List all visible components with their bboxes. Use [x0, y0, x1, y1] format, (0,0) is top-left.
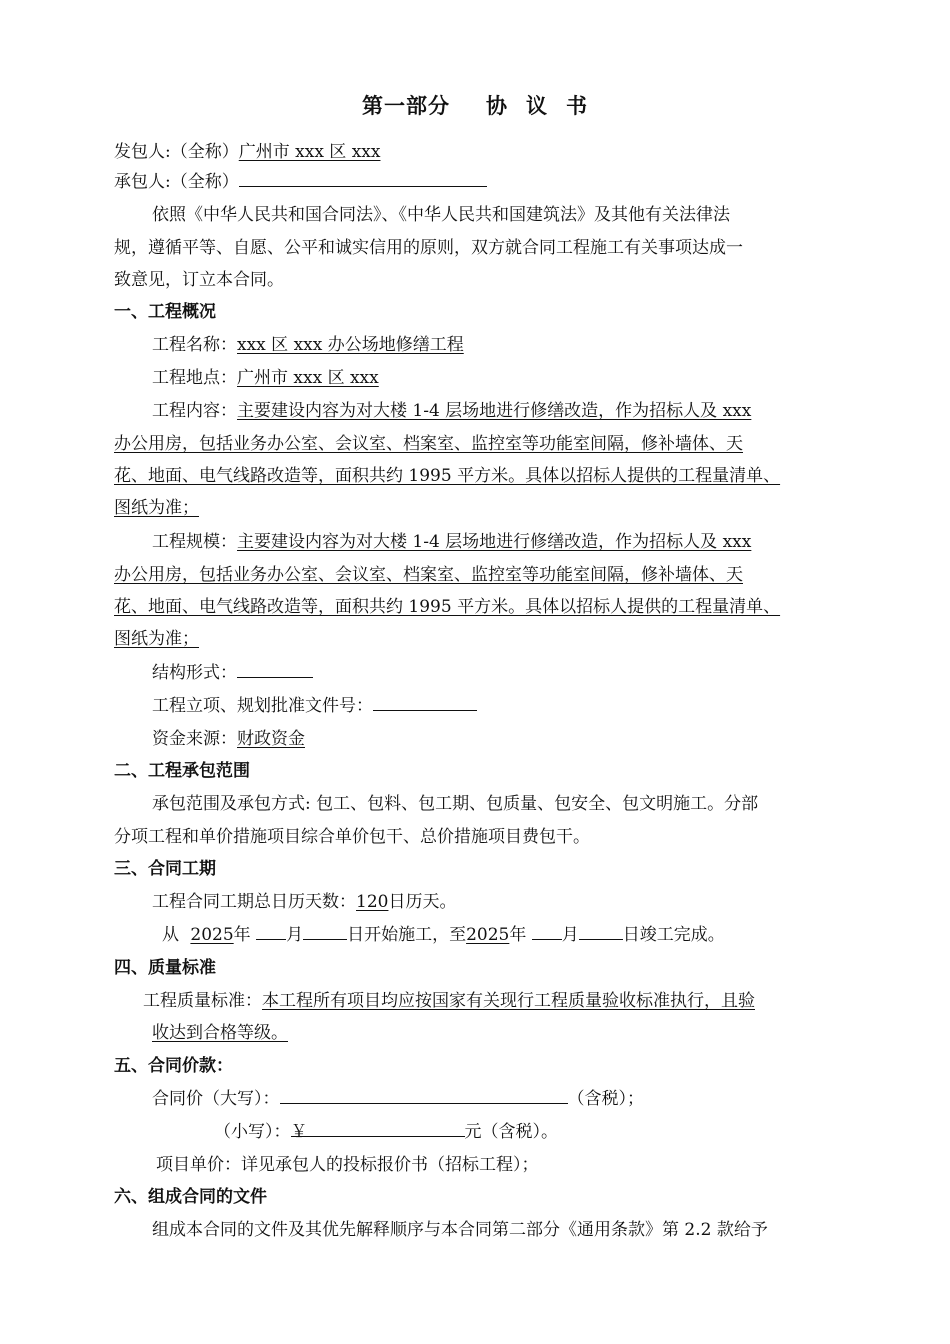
title-part: 第一部分: [362, 94, 450, 118]
currency-symbol: ￥: [290, 1122, 308, 1142]
unit-price-line: 项目单价：详见承包人的投标报价书（招标工程）；: [156, 1155, 539, 1175]
end-month-blank[interactable]: [532, 923, 562, 940]
funding-value: 财政资金: [237, 729, 305, 749]
project-scale-line-2: 办公用房，包括业务办公室、会议室、档案室、监控室等功能室间隔，修补墙体、天: [114, 565, 743, 585]
project-location-label: 工程地点：: [152, 368, 237, 388]
title-char-1: 协: [486, 94, 508, 118]
price-lower-label: （小写）：: [214, 1122, 291, 1142]
documents-line-1: 组成本合同的文件及其优先解释顺序与本合同第二部分《通用条款》第 2.2 款给予: [152, 1220, 768, 1240]
start-text: 日开始施工，至: [347, 925, 467, 945]
quality-line-2: 收达到合格等级。: [152, 1023, 288, 1043]
quality-text-1: 本工程所有项目均应按国家有关现行工程质量验收标准执行，且验: [262, 991, 755, 1011]
employer-line: [114, 140, 380, 164]
title-char-2: 议: [526, 94, 548, 118]
project-location-line: [152, 366, 379, 390]
preamble-line-3: 致意见，订立本合同。: [114, 270, 284, 290]
duration-suffix: 日历天。: [388, 892, 457, 912]
end-month-char: 月: [561, 925, 579, 945]
start-year-char: 年: [233, 925, 251, 945]
contractor-blank[interactable]: [239, 170, 487, 187]
project-content-line-1: [152, 399, 751, 423]
project-scale-line-1: [152, 530, 751, 554]
start-year: 2025: [190, 925, 234, 945]
preamble-line-2: 规，遵循平等、自愿、公平和诚实信用的原则，双方就合同工程施工有关事项达成一: [114, 238, 743, 258]
start-day-blank[interactable]: [303, 923, 347, 940]
quality-line-1: [143, 989, 755, 1013]
section-2-heading: 二、工程承包范围: [114, 761, 250, 781]
end-year-char: 年: [509, 925, 527, 945]
project-scale-line-3: 花、地面、电气线路改造等，面积共约 1995 平方米。具体以招标人提供的工程量清单、: [114, 597, 781, 617]
end-year: 2025: [466, 925, 510, 945]
approval-line: [152, 694, 477, 718]
project-location-value: 广州市 xxx 区 xxx: [237, 368, 379, 388]
project-content-line-4: 图纸为准；: [114, 498, 199, 518]
project-scale-text-1: 主要建设内容为对大楼 1-4 层场地进行修缮改造，作为招标人及 xxx: [237, 532, 752, 552]
project-name-line: [152, 333, 464, 357]
section-5-heading: 五、合同价款：: [114, 1056, 233, 1076]
employer-label: 发包人:（全称）: [114, 142, 239, 162]
quality-label: 工程质量标准：: [143, 991, 262, 1011]
project-scale-line-4: 图纸为准；: [114, 629, 199, 649]
section-1-heading: 一、工程概况: [114, 302, 216, 322]
start-month-char: 月: [286, 925, 304, 945]
price-lower-suffix: 元（含税）。: [464, 1122, 558, 1142]
title-char-3: 书: [566, 94, 588, 118]
section-4-heading: 四、质量标准: [114, 958, 216, 978]
duration-value: 120: [356, 892, 389, 912]
approval-blank[interactable]: [373, 694, 477, 711]
price-upper-suffix: （含税）；: [567, 1089, 644, 1109]
section-6-heading: 六、组成合同的文件: [114, 1187, 267, 1207]
employer-value: 广州市 xxx 区 xxx: [238, 142, 381, 162]
funding-label: 资金来源：: [152, 729, 237, 749]
price-upper-label: 合同价（大写）：: [152, 1089, 280, 1109]
price-upper-blank[interactable]: [280, 1087, 568, 1104]
project-content-line-3: 花、地面、电气线路改造等，面积共约 1995 平方米。具体以招标人提供的工程量清单、: [114, 466, 781, 486]
project-name-value: xxx 区 xxx 办公场地修缮工程: [237, 335, 464, 355]
structure-blank[interactable]: [237, 661, 313, 678]
start-month-blank[interactable]: [256, 923, 286, 940]
schedule-from: 从: [162, 925, 179, 945]
scope-line-2: 分项工程和单价措施项目综合单价包干、总价措施项目费包干。: [114, 827, 590, 847]
structure-line: [152, 661, 313, 685]
schedule-line: [162, 923, 725, 947]
contractor-label: 承包人:（全称）: [114, 172, 239, 192]
project-content-line-2: 办公用房，包括业务办公室、会议室、档案室、监控室等功能室间隔，修补墙体、天: [114, 434, 743, 454]
duration-line: [152, 890, 456, 914]
page-title: [0, 94, 950, 118]
scope-line-1: 承包范围及承包方式: 包工、包料、包工期、包质量、包安全、包文明施工。分部: [152, 794, 759, 814]
structure-label: 结构形式：: [152, 663, 237, 683]
approval-label: 工程立项、规划批准文件号：: [152, 696, 373, 716]
end-text: 日竣工完成。: [622, 925, 725, 945]
funding-line: [152, 727, 305, 751]
price-upper-line: [152, 1087, 644, 1111]
project-content-label: 工程内容：: [152, 401, 237, 421]
project-scale-label: 工程规模：: [152, 532, 237, 552]
contractor-line: [114, 170, 487, 194]
project-content-text-1: 主要建设内容为对大楼 1-4 层场地进行修缮改造，作为招标人及 xxx: [237, 401, 752, 421]
end-day-blank[interactable]: [579, 923, 623, 940]
project-name-label: 工程名称：: [152, 335, 237, 355]
duration-label: 工程合同工期总日历天数：: [152, 892, 356, 912]
price-lower-line: [214, 1120, 558, 1144]
section-3-heading: 三、合同工期: [114, 859, 216, 879]
price-lower-blank[interactable]: [290, 1120, 465, 1142]
preamble-line-1: 依照《中华人民共和国合同法》、《中华人民共和国建筑法》及其他有关法律法: [152, 205, 730, 225]
